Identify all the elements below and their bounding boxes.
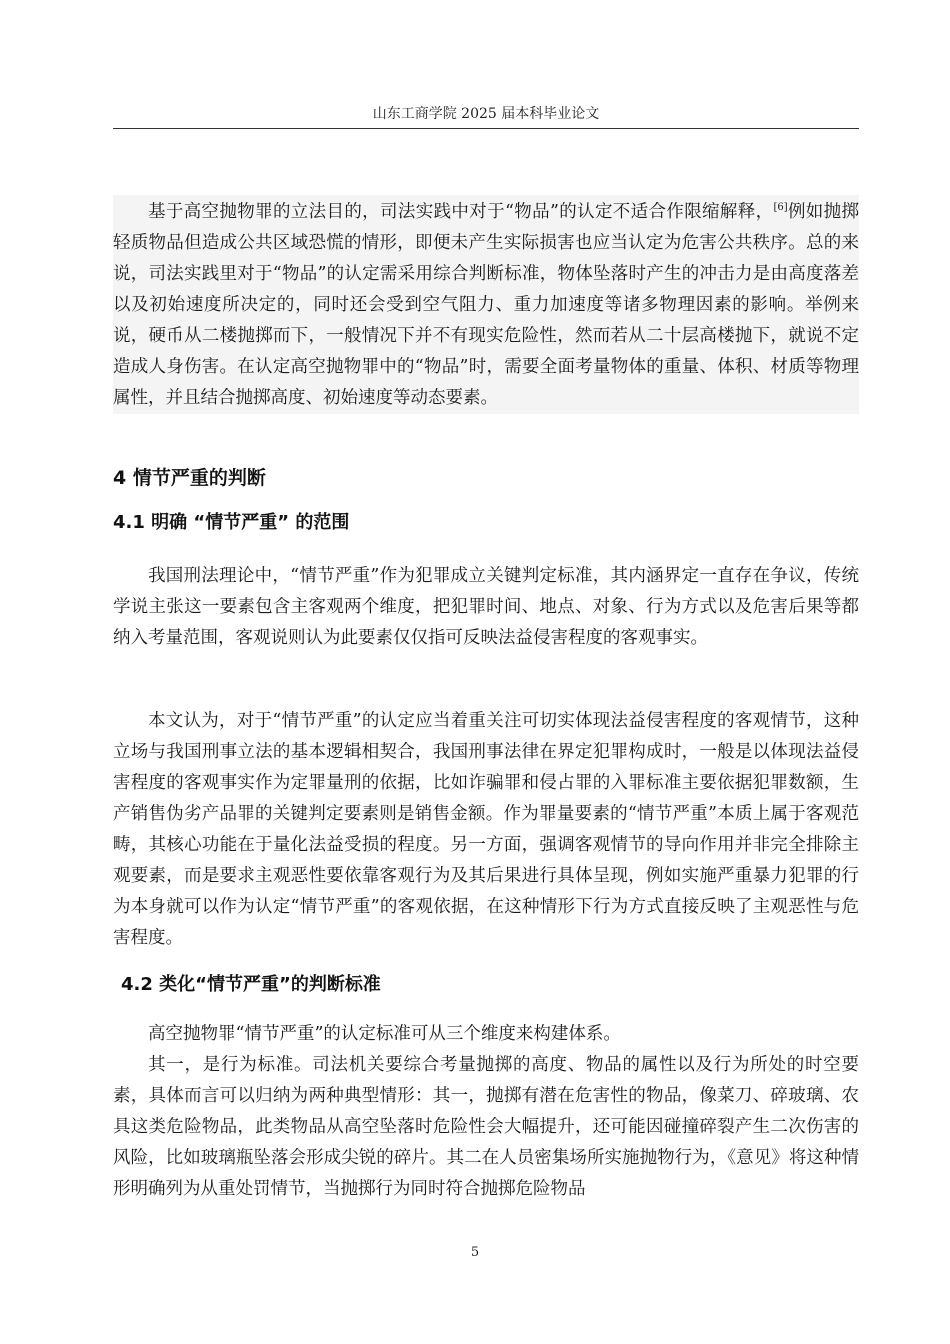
section-heading-4-1: 4.1 明确 “情节严重” 的范围 bbox=[113, 512, 350, 533]
paragraph-text-part-b: 例如抛掷轻质物品但造成公共区域恐慌的情形，即便未产生实际损害也应当认定为危害公共秩序。总的来说，司法实践里对于“物品”的认定需采用综合判断标准，物体坠落时产生的冲击力是由高度落差以及初始速度所决定的，同时还会受到空气阻力、重力加速度等诸多物理因素的影响。举例来说，硬币从二楼抛掷而下，一般情况下并不有现实危险性，然而若从二十层高楼抛下，就说不定造成人身伤害。在认定高空抛物罪中的“物品”时，需要全面考量物体的重量、体积、材质等物理属性，并且结合抛掷高度、初始速度等动态要素。 bbox=[113, 202, 860, 408]
section-heading-4-2: 4.2 类化“情节严重”的判断标准 bbox=[121, 974, 381, 995]
header-divider bbox=[113, 128, 859, 129]
paragraph-behavior-standard: 其一，是行为标准。司法机关要综合考量抛掷的高度、物品的属性以及行为所处的时空要素，具体而言可以归纳为两种典型情形：其一，抛掷有潜在危害性的物品，像菜刀、碎玻璃、农具这类危险物品，此类物品从高空坠落时危险性会大幅提升，还可能因碰撞碎裂产生二次伤害的风险，比如玻璃瓶坠落会形成尖锐的碎片。其二在人员密集场所实施抛物行为，《意见》将这种情形明确列为从重处罚情节，当抛掷行为同时符合抛掷危险物品 bbox=[113, 1055, 859, 1199]
paragraph-theory-dispute: 我国刑法理论中，“情节严重”作为犯罪成立关键判定标准，其内涵界定一直存在争议，传统学说主张这一要素包含主客观两个维度，把犯罪时间、地点、对象、行为方式以及危害后果等都纳入考量范围，客观说则认为此要素仅仅指可反映法益侵害程度的客观事实。 bbox=[113, 566, 859, 648]
running-header: 山东工商学院 2025 届本科毕业论文 bbox=[372, 106, 600, 122]
paragraph-text-part-a: 基于高空抛物罪的立法目的，司法实践中对于“物品”的认定不适合作限缩解释， bbox=[148, 202, 774, 222]
paragraph-author-view: 本文认为，对于“情节严重”的认定应当着重关注可切实体现法益侵害程度的客观情节，这种立场与我国刑事立法的基本逻辑相契合，我国刑事法律在界定犯罪构成时，一般是以体现法益侵害程度的客观事实作为定罪量刑的依据，比如诈骗罪和侵占罪的入罪标准主要依据犯罪数额，生产销售伪劣产品罪的关键判定要素则是销售金额。作为罪量要素的“情节严重”本质上属于客观范畴，其核心功能在于量化法益受损的程度。另一方面，强调客观情节的导向作用并非完全排除主观要素，而是要求主观恶性要依靠客观行为及其后果进行具体呈现，例如实施严重暴力犯罪的行为本身就可以作为认定“情节严重”的客观依据，在这种情形下行为方式直接反映了主观恶性与危害程度。 bbox=[113, 711, 859, 948]
section-heading-4: 4 情节严重的判断 bbox=[113, 467, 266, 489]
paragraph-legislative-purpose bbox=[113, 195, 859, 414]
paragraph-three-dimensions: 高空抛物罪“情节严重”的认定标准可从三个维度来构建体系。 bbox=[148, 1024, 621, 1044]
citation-marker[interactable]: [6] bbox=[773, 202, 788, 214]
page-number: 5 bbox=[470, 1245, 480, 1260]
